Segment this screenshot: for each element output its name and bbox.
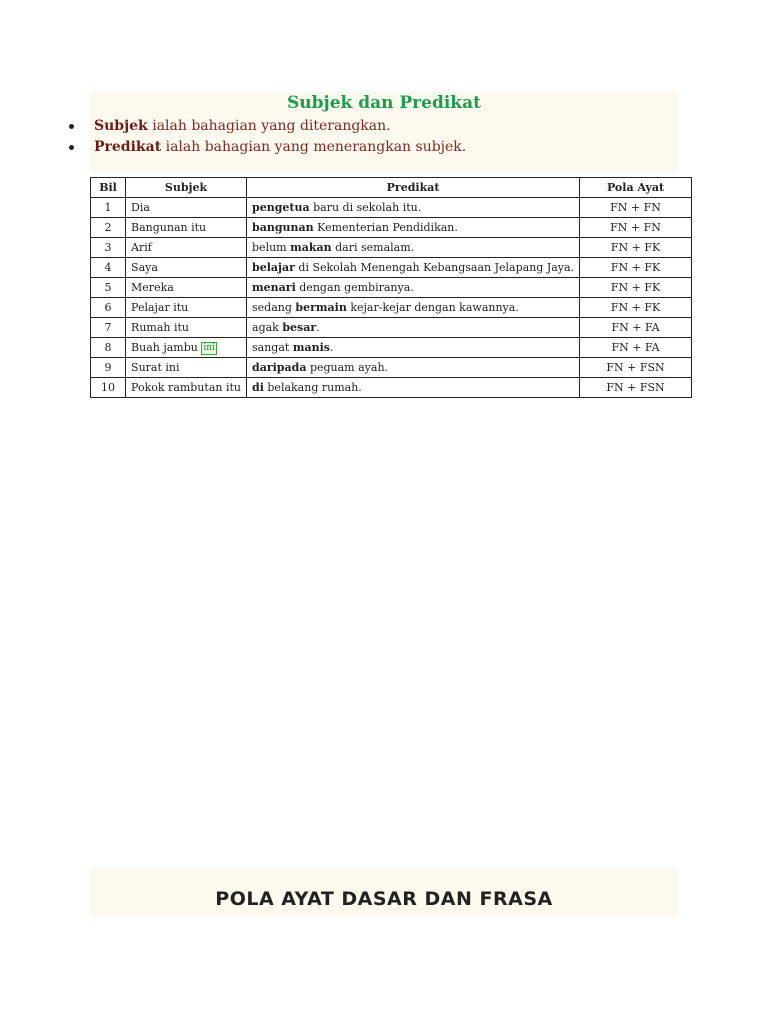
- cell-predikat: [247, 358, 580, 378]
- predikat-post: dari semalam.: [331, 241, 415, 254]
- table-row: [91, 338, 692, 358]
- table-row: [91, 238, 692, 258]
- predikat-post: di Sekolah Menengah Kebangsaan Jelapang Jaya.: [294, 261, 575, 274]
- subjek-text: Mereka: [131, 281, 174, 294]
- cell-subjek: [126, 298, 247, 318]
- cell-pola-ayat: FN + FK: [580, 258, 692, 278]
- predikat-pre: agak: [252, 321, 283, 334]
- header-bil: Bil: [91, 178, 126, 198]
- table-row: [91, 298, 692, 318]
- predikat-post: Kementerian Pendidikan.: [313, 221, 458, 234]
- cell-subjek: [126, 198, 247, 218]
- subjek-text: Dia: [131, 201, 150, 214]
- cell-subjek: [126, 278, 247, 298]
- predikat-post: .: [316, 321, 320, 334]
- predikat-post: baru di sekolah itu.: [309, 201, 422, 214]
- cell-pola-ayat: FN + FK: [580, 278, 692, 298]
- cell-predikat: [247, 238, 580, 258]
- predikat-keyword: besar: [282, 321, 317, 334]
- cell-pola-ayat: FN + FN: [580, 198, 692, 218]
- cell-bil: 2: [91, 218, 126, 238]
- cell-pola-ayat: FN + FA: [580, 318, 692, 338]
- header-pola-ayat: Pola Ayat: [580, 178, 692, 198]
- cell-bil: 4: [91, 258, 126, 278]
- table-header-row: [91, 178, 692, 198]
- table-row: [91, 218, 692, 238]
- subjek-text: Arif: [131, 241, 152, 254]
- predikat-keyword: pengetua: [252, 201, 310, 214]
- cell-subjek: [126, 338, 247, 358]
- cell-bil: 8: [91, 338, 126, 358]
- predikat-keyword: daripada: [252, 361, 307, 374]
- cell-bil: 1: [91, 198, 126, 218]
- definition-item: [90, 137, 466, 158]
- cell-predikat: [247, 258, 580, 278]
- definition-text: ialah bahagian yang diterangkan.: [147, 118, 391, 134]
- header-predikat: Predikat: [247, 178, 580, 198]
- cell-pola-ayat: FN + FA: [580, 338, 692, 358]
- definition-list: [90, 116, 466, 158]
- subjek-text: Bangunan itu: [131, 221, 207, 234]
- table-row: [91, 258, 692, 278]
- predikat-keyword: bermain: [295, 301, 347, 314]
- predikat-keyword: menari: [252, 281, 296, 294]
- cell-subjek: [126, 318, 247, 338]
- cell-bil: 9: [91, 358, 126, 378]
- cell-predikat: [247, 378, 580, 398]
- cell-pola-ayat: FN + FSN: [580, 378, 692, 398]
- definition-item: [90, 116, 466, 137]
- table-body: [91, 198, 692, 398]
- cell-predikat: [247, 298, 580, 318]
- cell-predikat: [247, 198, 580, 218]
- cell-bil: 7: [91, 318, 126, 338]
- cell-predikat: [247, 218, 580, 238]
- definition-term: Predikat: [94, 139, 162, 155]
- table-row: [91, 378, 692, 398]
- cell-predikat: [247, 338, 580, 358]
- cell-bil: 6: [91, 298, 126, 318]
- cell-pola-ayat: FN + FK: [580, 298, 692, 318]
- definition-text: ialah bahagian yang menerangkan subjek.: [161, 139, 467, 155]
- predikat-post: .: [329, 341, 334, 354]
- footer-section: [90, 868, 678, 916]
- subjek-text: Buah jambu: [131, 341, 202, 354]
- cell-subjek: [126, 238, 247, 258]
- predikat-keyword: manis: [292, 341, 330, 354]
- cell-pola-ayat: FN + FK: [580, 238, 692, 258]
- table-row: [91, 358, 692, 378]
- predikat-post: belakang rumah.: [263, 381, 362, 394]
- section-heading: POLA AYAT DASAR DAN FRASA: [215, 888, 553, 910]
- cell-bil: 3: [91, 238, 126, 258]
- cell-subjek: [126, 378, 247, 398]
- predikat-keyword: bangunan: [252, 221, 314, 234]
- predikat-keyword: makan: [290, 241, 332, 254]
- predikat-pre: belum: [252, 241, 291, 254]
- cell-subjek: [126, 218, 247, 238]
- subjek-text: Surat ini: [131, 361, 180, 374]
- cell-pola-ayat: FN + FSN: [580, 358, 692, 378]
- predikat-pre: sangat: [252, 341, 293, 354]
- predikat-keyword: di: [252, 381, 264, 394]
- sentence-pattern-table: [90, 177, 692, 398]
- subjek-text: Saya: [131, 261, 158, 274]
- cell-subjek: [126, 358, 247, 378]
- cell-bil: 5: [91, 278, 126, 298]
- predikat-post: peguam ayah.: [306, 361, 389, 374]
- definition-term: Subjek: [94, 118, 148, 134]
- subjek-text: Pelajar itu: [131, 301, 189, 314]
- cell-pola-ayat: FN + FN: [580, 218, 692, 238]
- predikat-post: dengan gembiranya.: [295, 281, 414, 294]
- predikat-keyword: belajar: [252, 261, 295, 274]
- cell-predikat: [247, 318, 580, 338]
- cell-bil: 10: [91, 378, 126, 398]
- bullet-icon: [69, 124, 74, 129]
- predikat-pre: sedang: [252, 301, 296, 314]
- intro-section: [90, 92, 678, 172]
- subjek-text: Rumah itu: [131, 321, 189, 334]
- subjek-text: Pokok rambutan itu: [131, 381, 242, 394]
- highlighted-word: ini: [203, 342, 215, 353]
- table-row: [91, 318, 692, 338]
- table-row: [91, 198, 692, 218]
- cell-predikat: [247, 278, 580, 298]
- cell-subjek: [126, 258, 247, 278]
- predikat-post: kejar-kejar dengan kawannya.: [346, 301, 519, 314]
- table-row: [91, 278, 692, 298]
- header-subjek: Subjek: [126, 178, 247, 198]
- bullet-icon: [69, 145, 74, 150]
- intro-title: Subjek dan Predikat: [287, 93, 481, 113]
